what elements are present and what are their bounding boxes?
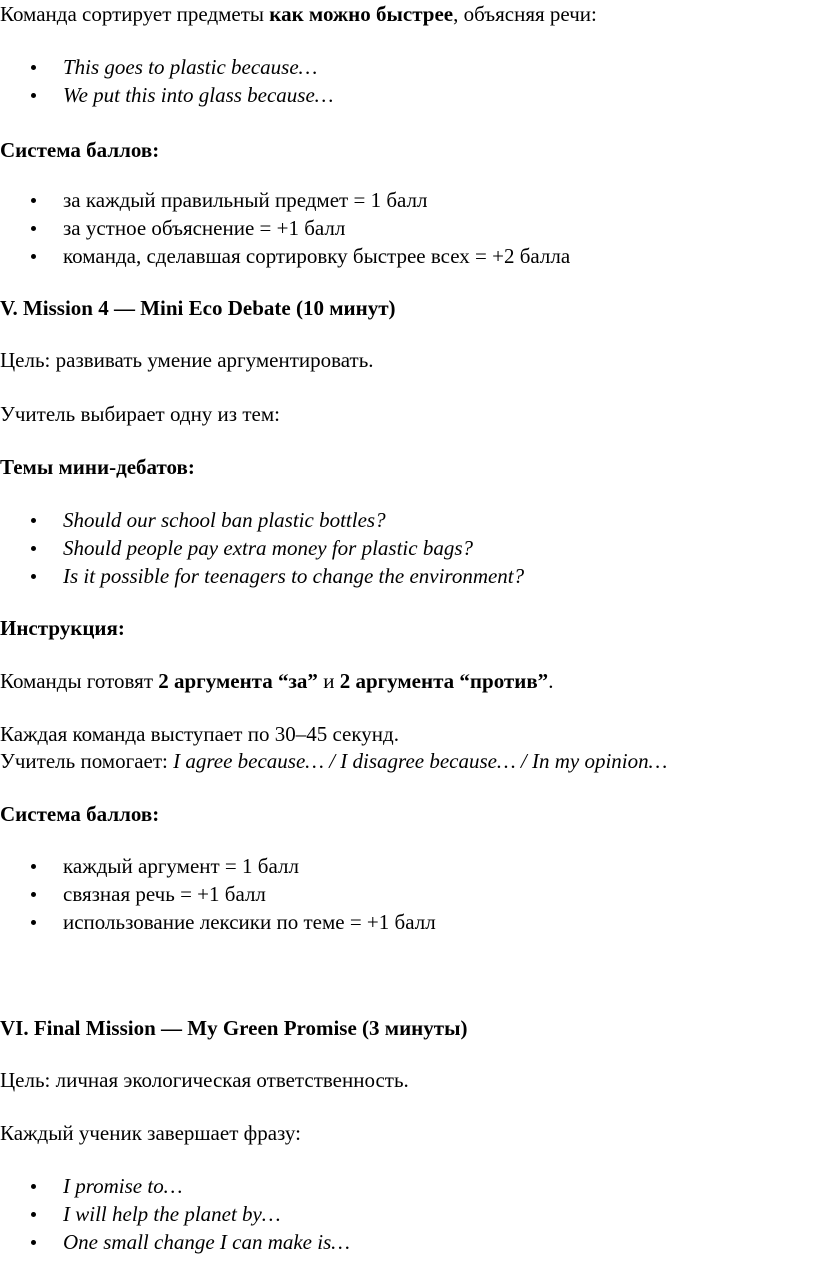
list-item: I will help the planet by…	[0, 1200, 350, 1228]
final-mission-task: Каждый ученик завершает фразу:	[0, 1121, 301, 1145]
teacher-helps: Учитель помогает: I agree because… / I disagree because… / In my opinion…	[0, 749, 668, 773]
list-item: каждый аргумент = 1 балл	[0, 852, 436, 880]
bullet-icon	[31, 864, 36, 869]
bullet-icon	[31, 574, 36, 579]
instruction-paragraph: Команды готовят 2 аргумента “за” и 2 аргумента “против”.	[0, 669, 554, 693]
mission4-heading: V. Mission 4 — Mini Eco Debate (10 минут)	[0, 296, 396, 320]
list-item: We put this into glass because…	[0, 81, 333, 109]
arguments-for: 2 аргумента “за”	[158, 669, 318, 693]
speech-time: Каждая команда выступает по 30–45 секунд.	[0, 722, 399, 746]
bullet-icon	[31, 892, 36, 897]
bullet-icon	[31, 254, 36, 259]
list-item: связная речь = +1 балл	[0, 880, 436, 908]
bullet-icon	[31, 198, 36, 203]
instruction-heading: Инструкция:	[0, 616, 125, 640]
mission4-teacher-choice: Учитель выбирает одну из тем:	[0, 402, 280, 426]
list-item: Should people pay extra money for plastic bags?	[0, 534, 524, 562]
helper-phrases: I agree because… / I disagree because… / In my opinion…	[173, 749, 668, 773]
debate-topics-heading: Темы мини-дебатов:	[0, 455, 195, 479]
list-item: Is it possible for teenagers to change the environment?	[0, 562, 524, 590]
list-item: за каждый правильный предмет = 1 балл	[0, 186, 570, 214]
bullet-icon	[31, 546, 36, 551]
list-item: I promise to…	[0, 1172, 350, 1200]
list-item: использование лексики по теме = +1 балл	[0, 908, 436, 936]
bullet-icon	[31, 226, 36, 231]
promise-phrases-list	[0, 1172, 350, 1256]
final-mission-heading: VI. Final Mission — My Green Promise (3 минуты)	[0, 1016, 468, 1040]
debate-topics-list	[0, 506, 524, 590]
final-mission-goal: Цель: личная экологическая ответственность.	[0, 1068, 409, 1092]
scoring-heading-2: Система баллов:	[0, 802, 160, 826]
intro-text-start: Команда сортирует предметы	[0, 2, 270, 26]
intro-bold-emphasis: как можно быстрее	[269, 2, 454, 26]
list-item: команда, сделавшая сортировку быстрее всех = +2 балла	[0, 242, 570, 270]
bullet-icon	[31, 920, 36, 925]
list-item: Should our school ban plastic bottles?	[0, 506, 524, 534]
intro-paragraph	[0, 0, 597, 28]
scoring-list-1	[0, 186, 570, 270]
arguments-against: 2 аргумента “против”	[339, 669, 549, 693]
list-item: This goes to plastic because…	[0, 53, 333, 81]
list-item: за устное объяснение = +1 балл	[0, 214, 570, 242]
scoring-heading-1: Система баллов:	[0, 138, 160, 162]
bullet-icon	[31, 65, 36, 70]
bullet-icon	[31, 1240, 36, 1245]
bullet-icon	[31, 1184, 36, 1189]
list-item: One small change I can make is…	[0, 1228, 350, 1256]
intro-text-end: , объясняя речи:	[453, 2, 597, 26]
sorting-phrases-list	[0, 53, 333, 109]
scoring-list-2	[0, 852, 436, 936]
mission4-goal: Цель: развивать умение аргументировать.	[0, 348, 374, 372]
bullet-icon	[31, 1212, 36, 1217]
bullet-icon	[31, 518, 36, 523]
bullet-icon	[31, 93, 36, 98]
